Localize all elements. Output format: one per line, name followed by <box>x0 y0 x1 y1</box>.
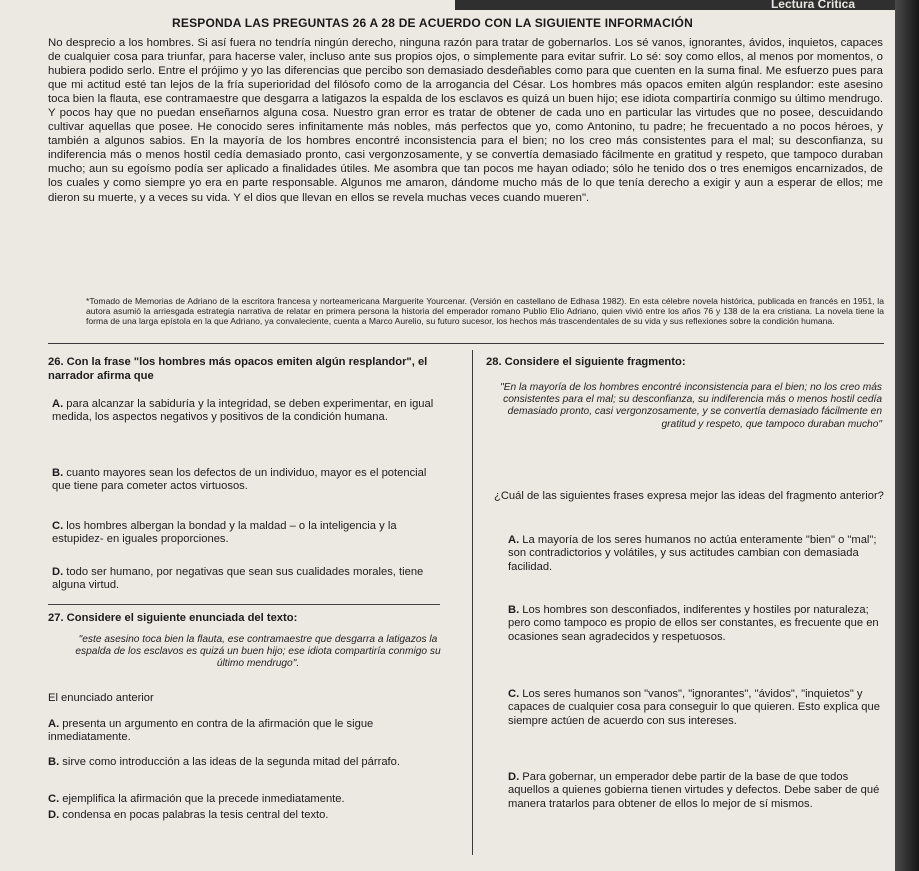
section-banner: Lectura Crítica <box>455 0 895 10</box>
option-text: los hombres albergan la bondad y la maldad – o la inteligencia y la estupidez- en iguales proporciones. <box>52 520 397 546</box>
q26-option-b[interactable] <box>52 467 446 494</box>
q27-option-a[interactable] <box>48 718 458 745</box>
option-letter: D. <box>48 809 60 821</box>
q27-lead: El enunciado anterior <box>48 692 154 704</box>
q28-option-d[interactable] <box>508 771 884 811</box>
option-letter: C. <box>48 793 60 805</box>
option-letter: C. <box>508 688 520 700</box>
option-letter: D. <box>508 771 520 783</box>
q27-option-c[interactable] <box>48 793 458 806</box>
q26-option-c[interactable] <box>52 520 446 547</box>
option-text: presenta un argumento en contra de la afirmación que le sigue inmediatamente. <box>48 718 374 744</box>
q27-option-d[interactable] <box>48 809 458 822</box>
question-28-stem: 28. Considere el siguiente fragmento: <box>486 356 686 368</box>
option-letter: C. <box>52 520 64 532</box>
question-divider <box>48 604 440 605</box>
option-text: todo ser humano, por negativas que sean sus cualidades morales, tiene alguna virtud. <box>52 566 424 592</box>
q27-option-b[interactable] <box>48 756 458 769</box>
option-text: ejemplifica la afirmación que la precede inmediatamente. <box>62 793 345 805</box>
option-letter: A. <box>508 534 520 546</box>
question-27-stem: 27. Considere el siguiente enunciada del texto: <box>48 612 298 624</box>
option-text: La mayoría de los seres humanos no actúa enteramente "bien" o "mal"; son contradictorios y volátiles, y sus actitudes cambian con demasiada facilidad. <box>508 534 877 573</box>
option-text: sirve como introducción a las ideas de la segunda mitad del párrafo. <box>62 756 400 768</box>
option-text: condensa en pocas palabras la tesis central del texto. <box>62 809 329 821</box>
option-text: Los hombres son desconfiados, indiferentes y hostiles por naturaleza; pero como tampoco es propio de ellos ser constantes, es frecuente que en ocasiones sean agradecidos y respetuosos. <box>508 604 879 643</box>
option-text: cuanto mayores sean los defectos de un individuo, mayor es el potencial que tiene para cometer actos virtuosos. <box>52 467 427 493</box>
q28-option-a[interactable] <box>508 534 884 574</box>
q26-option-d[interactable] <box>52 566 446 593</box>
section-divider <box>48 343 884 344</box>
passage-footnote: *Tomado de Memorias de Adriano de la escritora francesa y norteamericana Marguerite Yourcenar. (Versión en castellano de Edhasa 1982). En esta célebre novela histórica, publicada en francés en 1951, la autora asumió la arriesgada estrategia narrativa de relatar en primera persona la historia del emperador romano Publio Elio Adriano, quien vivió entre los años 76 y 138 de la era cristiana. La novela tiene la forma de una larga epístola en la que Adriano, ya convaleciente, cuenta a Marco Aurelio, su futuro sucesor, los hechos más trascendentales de su vida y sus reflexiones sobre la condición humana. <box>86 296 884 327</box>
q28-option-b[interactable] <box>508 604 884 644</box>
page-edge-shadow <box>895 0 919 871</box>
instructions-title: RESPONDA LAS PREGUNTAS 26 A 28 DE ACUERDO CON LA SIGUIENTE INFORMACIÓN <box>172 16 693 30</box>
question-26-stem: 26. Con la frase "los hombres más opacos emiten algún resplandor", el narrador afirma que <box>48 356 428 382</box>
option-letter: B. <box>52 467 64 479</box>
reading-passage: No desprecio a los hombres. Si así fuera no tendría ningún derecho, ninguna razón para tratar de gobernarlos. Los sé vanos, ignorantes, ávidos, inquietos, capaces de cualquier cosa para triunfar, para hacerse valer, incluso ante sus propios ojos, o simplemente para evitar sufrir. Lo sé: soy como ellos, al menos por momentos, o hubiera podido serlo. Entre el prójimo y yo las diferencias que percibo son demasiado desdeñables como para que cuenten en la suma final. Me esfuerzo pues para que mi actitud esté tan lejos de la fría superioridad del filósofo como de la arrogancia del César. Los hombres más opacos emiten algún resplandor: este asesino toca bien la flauta, ese contramaestre que desgarra a latigazos la espalda de los esclavos es quizá un buen hijo; ese idiota compartiría conmigo su último mendrugo. Y pocos hay que no puedan enseñarnos alguna cosa. Nuestro gran error es tratar de obtener de cada uno en particular las virtudes que no posee, descuidando cultivar aquellas que posee. He conocido seres infinitamente más nobles, más perfectos que yo, como Antonino, tu padre; he frecuentado a no pocos héroes, y también a algunos sabios. En la mayoría de los hombres encontré inconsistencia para el bien; no los creo más consistentes para el mal; su desconfianza, su indiferencia más o menos hostil cedía demasiado pronto, casi vergonzosamente, y se convertía demasiado fácilmente en gratitud y respeto, que tampoco duraban mucho; aun su egoísmo podía ser aplicado a finalidades útiles. Me asombra que tan pocos me hayan odiado; sólo he tenido dos o tres enemigos encarnizados, de los cuales y como siempre yo era en parte responsable. Algunos me amaron, dándome mucho más de lo que tenía derecho a exigir y aun a esperar de ellos; me dieron su muerte, y a veces su vida. Y el dios que llevan en ellos se revela muchas veces cuando mueren". <box>48 37 883 204</box>
column-divider <box>472 350 473 855</box>
option-text: Los seres humanos son "vanos", "ignorantes", "ávidos", "inquietos" y capaces de cualquier cosa para conseguir lo que quieren. Esto explica que siempre actúen de acuerdo con sus intereses. <box>508 688 880 727</box>
option-text: Para gobernar, un emperador debe partir de la base de que todos aquellos a quienes gobierna tienen virtudes y defectos. Debe saber de qué manera tratarlos para obtener de ellos lo mejor de sí mismos. <box>508 771 880 810</box>
option-letter: B. <box>508 604 520 616</box>
option-text: para alcanzar la sabiduría y la integridad, se deben experimentar, en igual medida, los aspectos negativos y positivos de la condición humana. <box>52 398 434 424</box>
option-letter: A. <box>52 398 64 410</box>
option-letter: A. <box>48 718 60 730</box>
q26-option-a[interactable] <box>52 398 446 425</box>
q28-option-c[interactable] <box>508 688 884 728</box>
q28-quote: "En la mayoría de los hombres encontré inconsistencia para el bien; no los creo más consistentes para el mal; su desconfianza, su indiferencia más o menos hostil cedía demasiado pronto, casi vergonzosamente, y se convertía demasiado fácilmente en gratitud y respeto, que tampoco duraban mucho" <box>500 382 882 430</box>
q28-question: ¿Cuál de las siguientes frases expresa mejor las ideas del fragmento anterior? <box>494 490 884 502</box>
q27-quote: "este asesino toca bien la flauta, ese contramaestre que desgarra a latigazos la espalda de los esclavos es quizá un buen hijo; ese idiota compartiría conmigo su último mendrugo". <box>75 634 441 670</box>
option-letter: B. <box>48 756 60 768</box>
option-letter: D. <box>52 566 64 578</box>
